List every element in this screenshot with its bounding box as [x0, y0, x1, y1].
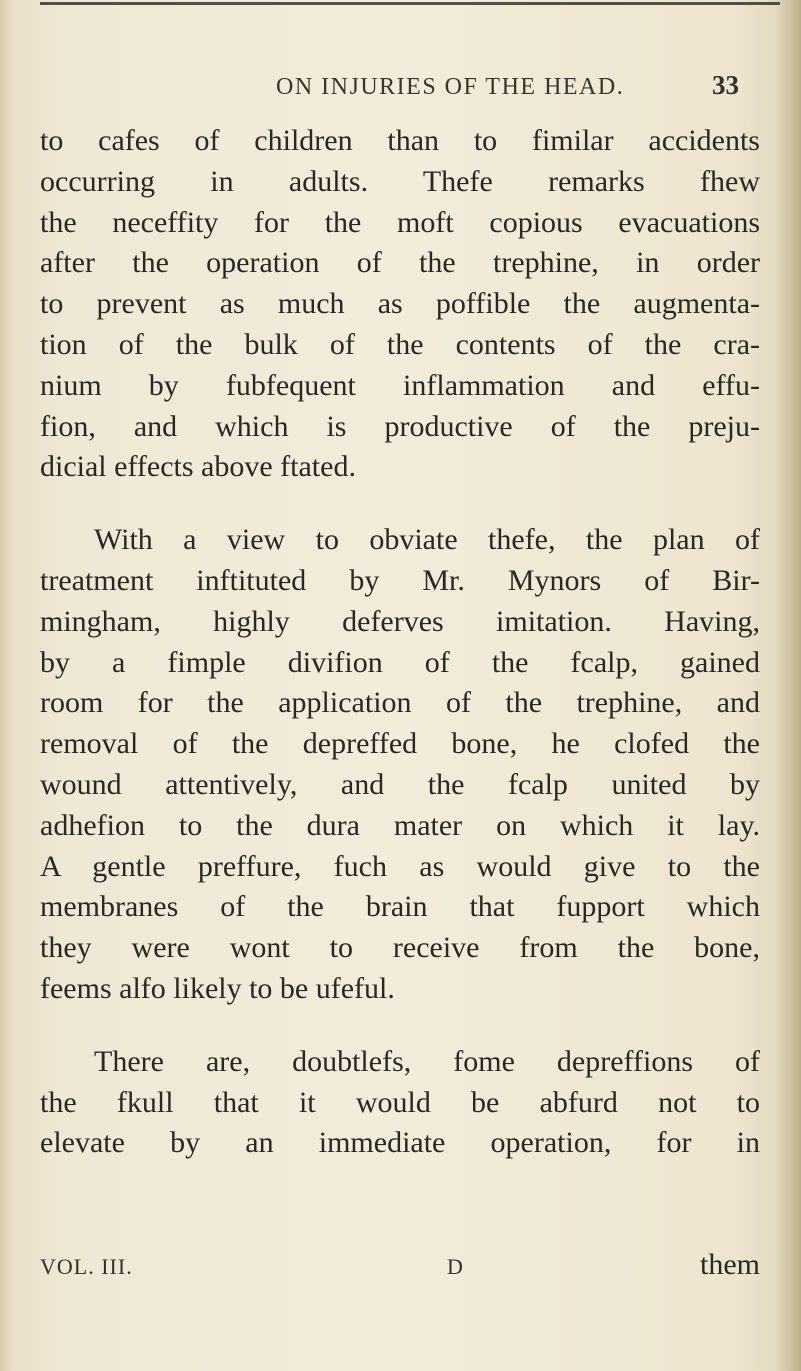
text-line: With a view to obviate thefe, the plan of	[94, 523, 760, 557]
text-line: by a fimple divifion of the fcalp, gained	[40, 645, 760, 679]
signature-mark: D	[447, 1254, 463, 1279]
text-line: tion of the bulk of the contents of the cra-	[40, 327, 760, 361]
text-line: room for the application of the trephine, and	[40, 686, 760, 720]
text-line: the fkull that it would be abfurd not to	[40, 1085, 760, 1119]
paragraph-gap	[40, 1010, 760, 1042]
text-line: after the operation of the trephine, in order	[40, 246, 760, 280]
text-line: adhefion to the dura mater on which it lay.	[40, 808, 760, 842]
text-line: A gentle preffure, fuch as would give to the	[40, 849, 760, 883]
volume-signature: VOL. III.	[40, 1254, 133, 1279]
text-line: dicial effects above ftated.	[40, 450, 356, 484]
text-line: removal of the depreffed bone, he clofed the	[40, 727, 760, 761]
paragraph-1	[40, 121, 760, 488]
text-line: nium by fubfequent inflammation and effu-	[40, 368, 760, 402]
text-line: occurring in adults. Thefe remarks fhew	[40, 164, 760, 198]
text-line: membranes of the brain that fupport which	[40, 890, 760, 924]
catchword: them	[700, 1248, 760, 1281]
page-gutter-shadow	[0, 0, 14, 1371]
page-edge-shadow	[775, 0, 801, 1371]
text-line: There are, doubtlefs, fome depreffions of	[94, 1044, 760, 1078]
text-line: feems alfo likely to be ufeful.	[40, 971, 395, 1005]
text-line: to prevent as much as poffible the augmenta-	[40, 287, 760, 321]
running-head: ON INJURIES OF THE HEAD.	[276, 74, 625, 100]
text-line: mingham, highly deferves imitation. Having,	[40, 604, 760, 638]
page-footer	[40, 1250, 760, 1290]
text-line: to cafes of children than to fimilar accidents	[40, 124, 760, 157]
paragraph-3	[40, 1042, 760, 1164]
paragraph-2	[40, 520, 760, 1010]
text-line: treatment inftituted by Mr. Mynors of Bir-	[40, 563, 760, 597]
text-line: the neceffity for the moft copious evacuations	[40, 205, 760, 239]
text-line: fion, and which is productive of the preju-	[40, 409, 760, 443]
paragraph-gap	[40, 488, 760, 520]
text-line: elevate by an immediate operation, for in	[40, 1126, 760, 1160]
text-line: wound attentively, and the fcalp united by	[40, 767, 760, 801]
text-line: they were wont to receive from the bone,	[40, 931, 760, 965]
page-number: 33	[712, 70, 739, 100]
top-rule	[40, 2, 780, 5]
body-text	[40, 121, 760, 1164]
